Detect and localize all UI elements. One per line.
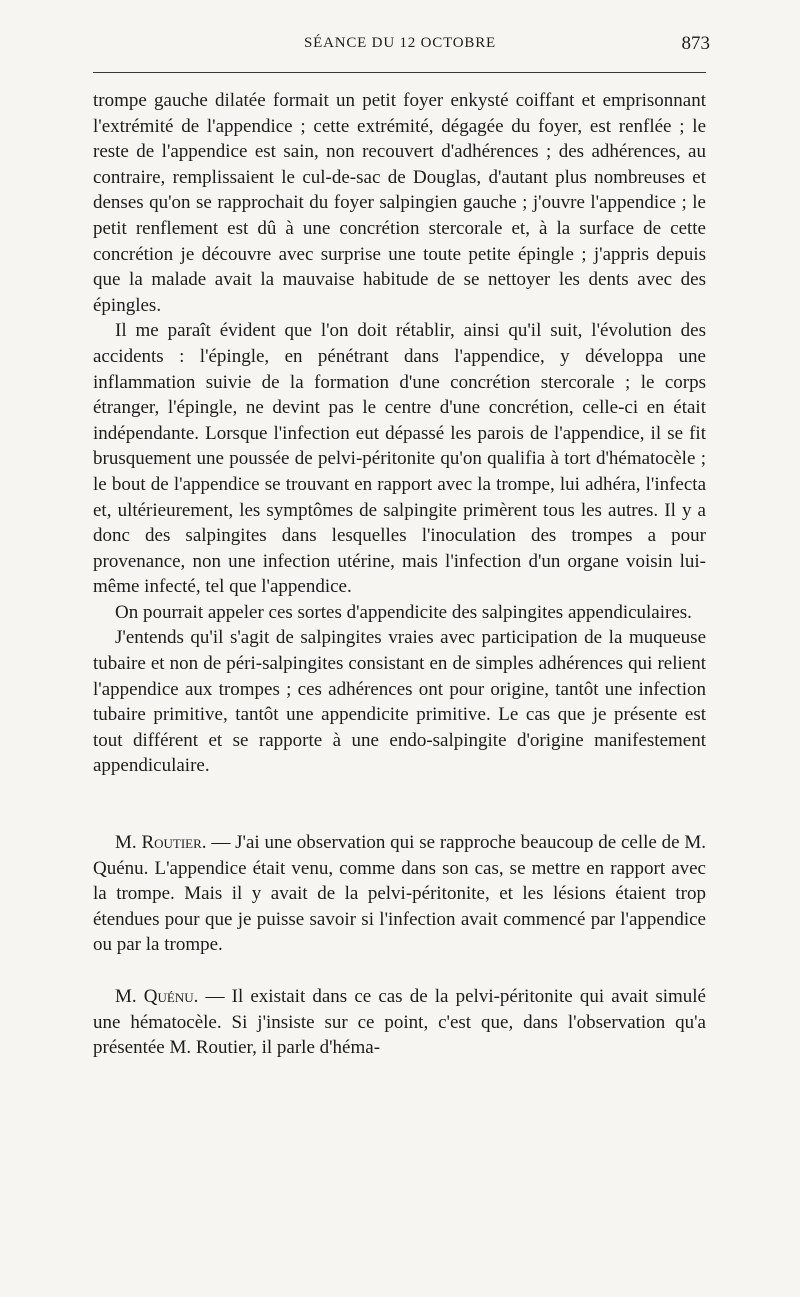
section-gap-2 [93,958,706,984]
page-header [0,33,800,61]
running-head: SÉANCE DU 12 OCTOBRE [304,35,496,51]
paragraph-definition: J'entends qu'il s'agit de salpingites vraies avec participation de la muqueuse tubaire et non de péri-salpingites consistant en de simples adhérences qui relient l'appendice aux trompes ; ces adhérences ont pour origine, tantôt une infection tubaire primitive, tantôt une appendicite primitive. Le cas que je présente est tout différent et se rapporte à une endo-salpingite d'origine manifestement appendiculaire. [93,627,706,777]
quenu-remark: — Il existait dans ce cas de la pelvi-péritonite qui avait simulé une hématocèle. Si j'insiste sur ce point, c'est que, dans l'observation qu'a présentée M. Routier, il parle d'héma- [93,986,706,1059]
routier-remark: — J'ai une observation qui se rapproche beaucoup de celle de M. Quénu. L'appendice était venu, comme dans son cas, se mettre en rapport avec la trompe. Mais il y avait de la pelvi-péritonite, et les lésions étaient trop étendues pour que je puisse savoir si l'infection avait commencé par l'appendice ou par la trompe. [93,832,706,956]
paragraph-evolution: Il me paraît évident que l'on doit rétablir, ainsi qu'il suit, l'évolution des accidents : l'épingle, en pénétrant dans l'appendice, y développa une inflammation suivie de la formation d'une concrétion stercorale ; le corps étranger, l'épingle, ne devint pas le centre d'une concrétion, celle-ci en était indépendante. Lorsque l'infection eut dépassé les parois de l'appendice, il se fit brusquement une poussée de pelvi-péritonite qu'on qualifia à tort d'hématocèle ; le bout de l'appendice se trouvant en rapport avec la trompe, lui adhéra, l'infecta et, ultérieurement, les symptômes de salpingite primèrent tous les autres. Il y a donc des salpingites dans lesquelles l'inoculation des trompes a pour provenance, non une infection utérine, mais l'infection d'un organe voisin lui-même infecté, tel que l'appendice. [93,320,706,598]
paragraph-routier [93,830,706,958]
paragraph-continuation: trompe gauche dilatée formait un petit foyer enkysté coiffant et emprisonnant l'extrémité de l'appendice ; cette extrémité, dégagée du foyer, est renflée ; le reste de l'appendice est sain, non recouvert d'adhérences ; des adhérences, au contraire, remplissaient le cul-de-sac de Douglas, d'autant plus nombreuses et denses qu'on se rapprochait du foyer salpingien gauche ; j'ouvre l'appendice ; le petit renflement est dû à une concrétion stercorale et, à la surface de cette concrétion je découvre avec surprise une toute petite épingle ; j'appris depuis que la malade avait la mauvaise habitude de se nettoyer les dents avec des épingles. [93,90,706,316]
page-number: 873 [681,33,710,54]
speaker-routier: M. Routier. [115,832,207,854]
paragraph-naming: On pourrait appeler ces sortes d'appendicite des salpingites appendiculaires. [115,601,692,623]
header-rule [93,72,706,73]
body-text [93,88,706,1061]
section-gap [93,779,706,830]
paragraph-quenu [93,984,706,1061]
speaker-quenu: M. Quénu. [115,986,199,1007]
